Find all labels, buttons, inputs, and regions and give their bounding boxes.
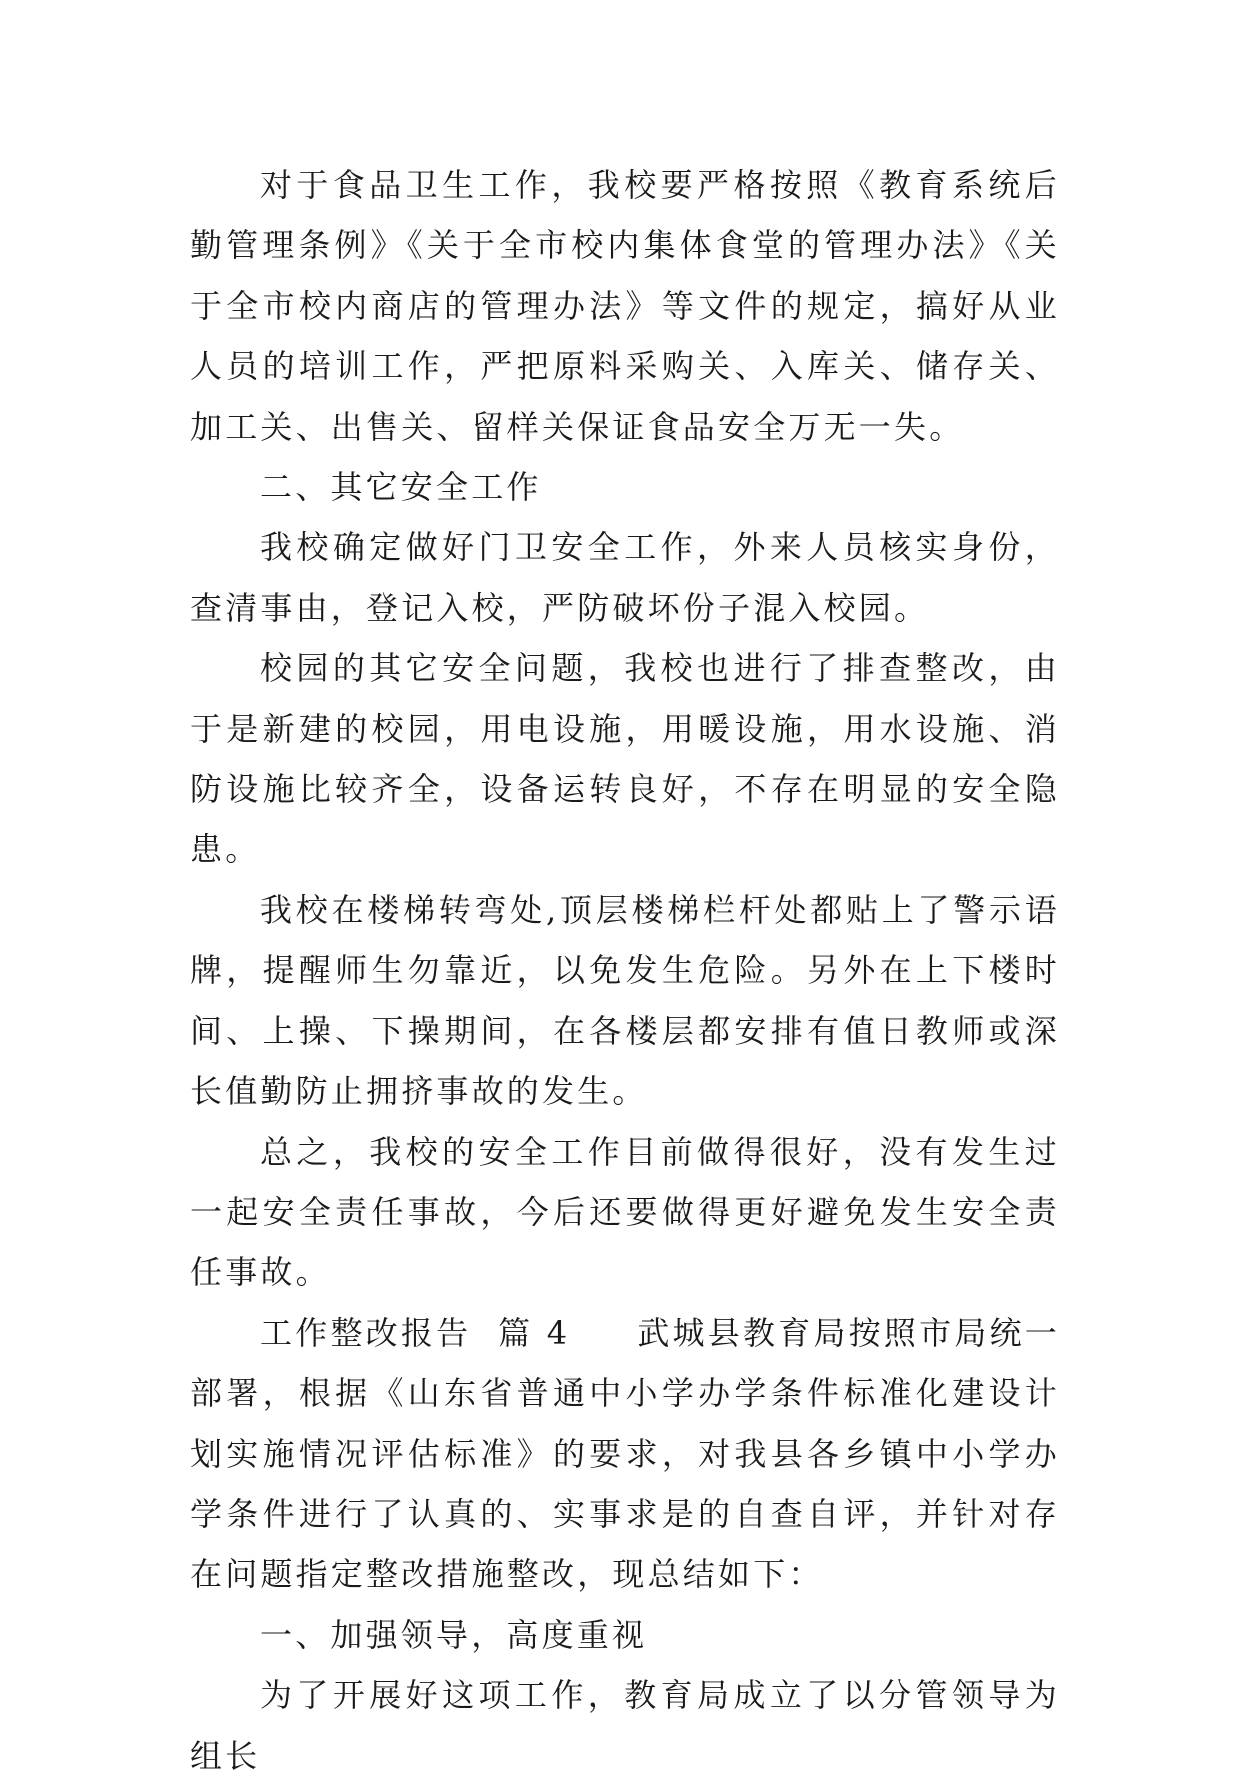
- paragraph-summary: 总之，我校的安全工作目前做得很好，没有发生过一起安全责任事故，今后还要做得更好避免发生安全责任事故。: [190, 1132, 1060, 1292]
- paragraph-stairway-warnings: 我校在楼梯转弯处,顶层楼梯栏杆处都贴上了警示语牌，提醒师生勿靠近，以免发生危险。另外在上下楼时间、上操、下操期间，在各楼层都安排有值日教师或深长值勤防止拥挤事故的发生。: [190, 890, 1060, 1111]
- paragraph-food-hygiene: 对于食品卫生工作，我校要严格按照《教育系统后勤管理条例》《关于全市校内集体食堂的管理办法》《关于全市校内商店的管理办法》等文件的规定，搞好从业人员的培训工作，严把原料采购关、入库关、储存关、加工关、出售关、留样关保证食品安全万无一失。: [190, 166, 1060, 446]
- section-heading-leadership: 一、加强领导，高度重视: [260, 1615, 648, 1654]
- document-body: [190, 155, 1060, 1786]
- paragraph-leadership-group: 为了开展好这项工作，教育局成立了以分管领导为组长: [190, 1676, 1060, 1775]
- section-heading-other-safety: 二、其它安全工作: [260, 468, 542, 507]
- paragraph-report-4-intro: 工作整改报告 篇 4 武城县教育局按照市局统一部署，根据《山东省普通中小学办学条件标准化建设计划实施情况评估标准》的要求，对我县各乡镇中小学办学条件进行了认真的、实事求是的自查自评，并针对存在问题指定整改措施整改，现总结如下：: [190, 1313, 1060, 1594]
- paragraph-gate-security: 我校确定做好门卫安全工作，外来人员核实身份，查清事由，登记入校，严防破坏份子混入校园。: [190, 528, 1060, 627]
- paragraph-campus-facilities: 校园的其它安全问题，我校也进行了排查整改，由于是新建的校园，用电设施，用暖设施，用水设施、消防设施比较齐全，设备运转良好，不存在明显的安全隐患。: [190, 649, 1060, 869]
